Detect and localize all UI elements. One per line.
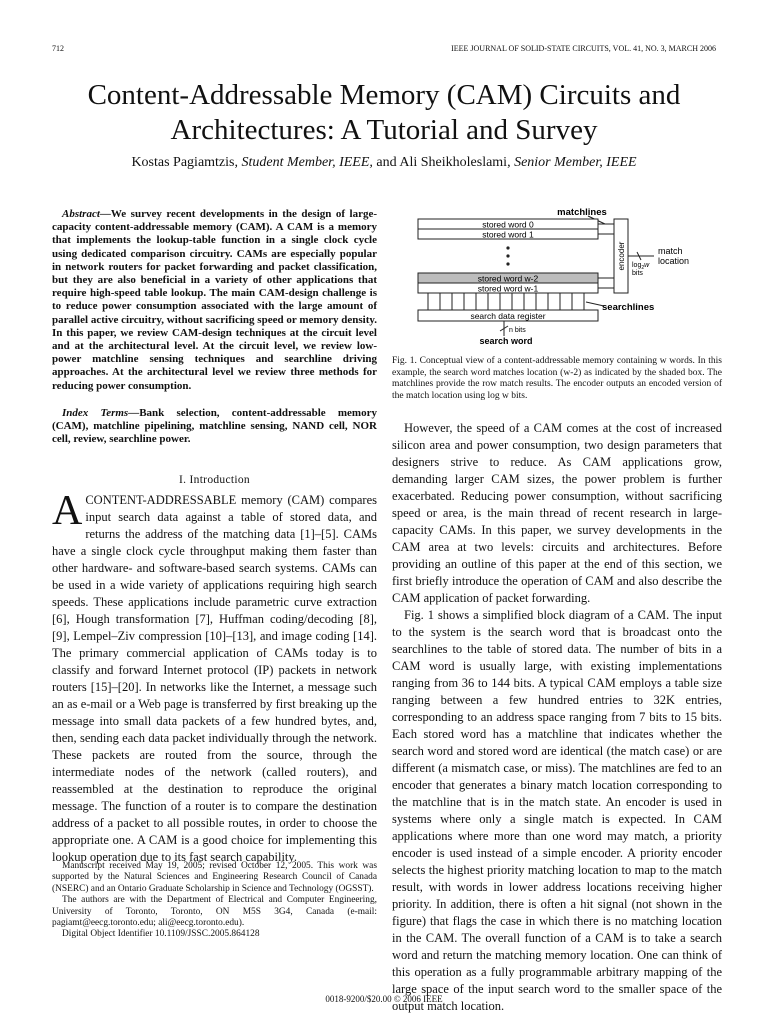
author-2: Ali Sheikholeslami,: [399, 155, 511, 170]
log-w-bits-label: $\log_2w$: [632, 262, 650, 271]
drop-cap: A: [52, 488, 83, 534]
register-label: search data register: [470, 311, 546, 321]
index-terms-text: Bank selection, content-addressable memory (CAM), matchline pipelining, matchline sensing, NAND cell, NOR cell, review, searchline power.: [52, 407, 377, 446]
body-paragraph-1: However, the speed of a CAM comes at the cost of increased silicon area and power consumption, two design parameters that designers strive to reduce. As CAM applications grow, demanding larger CAM sizes, the power problem is further exacerbated. Reducing power consumption, without sacrificing speed or area, is the main thread of recent research in large-capacity CAMs. In this paper, we survey developments in the CAM area at two levels: circuits and architectures. Before providing an outline of this paper at the end of this section, we first briefly introduce the operation of CAM and also describe the CAM application of packet forwarding.: [392, 421, 722, 605]
row-w2-label: stored word w-2: [477, 273, 539, 284]
author-line: [30, 155, 738, 171]
searchline-wires: [428, 293, 604, 310]
author-conjunction: and: [376, 155, 397, 170]
row-0-label: stored word 0: [482, 219, 534, 230]
page-number: 712: [52, 44, 64, 53]
footnote: [52, 861, 377, 941]
figure-caption: Fig. 1. Conceptual view of a content-addressable memory containing w words. In this example, the search word matches location (w-2) as indicated by the shaded box. The matchlines provide the row match results. The encoder outputs an encoded version of the match location using log w bits.: [392, 356, 722, 401]
bits-label: bits: [632, 270, 643, 277]
intro-text: CONTENT-ADDRESSABLE memory (CAM) compares input search data against a table of stored data, and returns the address of the matching data [1]–[5]. CAMs have a single clock cycle throughput making them faster than other hardware- and software-based search systems. CAMs can be used in a wide variety of applications requiring high search speeds. These applications include parametric curve extraction [6], Hough transformation [7], Huffman coding/decoding [8], [9], Lempel–Ziv compression [10]–[13], and image coding [14]. The primary commercial application of CAMs today is to classify and forward Internet protocol (IP) packets in network routers [15]–[20]. In networks like the Internet, a message such an as e-mail or a Web page is transferred by first breaking up the message into small data packets of a few hundred bytes, and, then, sending each data packet individually through the network. These packets are routed from the source, through the intermediate nodes of the network (called routers), and reassembled at the destination to reproduce the original message. The function of a router is to compare the destination address of a packet to all possible routes, in order to choose the appropriate one. A CAM is a good choice for implementing this lookup operation due to its fast search capability.: [52, 493, 377, 864]
abstract-text: We survey recent developments in the design of large-capacity content-addressable memory (CAM). A CAM is a memory that implements the lookup-table function in a single clock cycle using dedicated comparison circuitry. CAMs are especially popular in network routers for packet forwarding and packet classification, but they are also beneficial in a variety of other applications that require high-speed table lookup. The main CAM-design challenge is to reduce power consumption associated with the large amount of parallel active circuitry, without sacrificing speed or memory density. In this paper, we review CAM-design techniques at the circuit level and at the architectural level. At the circuit level, we review low-power matchline sensing techniques and searchline driving approaches. At the architectural level we review three methods for reducing power consumption.: [52, 208, 377, 392]
abstract-label: Abstract—: [62, 208, 111, 220]
index-terms: [52, 407, 377, 447]
body-paragraph-2: Fig. 1 shows a simplified block diagram of a CAM. The input to the system is the search word that is broadcast onto the searchlines to the table of stored data. The number of bits in a CAM word is usually large, with existing implementations ranging from 36 to 144 bits. A typical CAM employs a table size ranging between a few hundred entries to 32K entries, corresponding to an address space ranging from 7 bits to 15 bits. Each stored word has a matchline that indicates whether the search word and stored word are identical (the match case) or are different (a mismatch case, or miss). The matchlines are fed to an encoder that generates a binary match location corresponding to the matchline that is in the match state. An encoder is used in systems where only a single match is expected. In CAM applications where more than one word may match, a priority encoder is used instead of a simple encoder. A priority encoder selects the highest priority matching location to map to the match result, with words in lower address locations receiving higher priority. In addition, there is often a hit signal (not shown in the figure) that flags the case in which there is no matching location in the CAM. The overall function of a CAM is to take a search word and return the matching memory location. One can think of this operation as a fully programmable arbitrary mapping of the large space of the input search word to the smaller space of the output match location.: [392, 608, 722, 1013]
location-label: location: [658, 256, 690, 266]
copyright-footer: 0018-9200/$20.00 © 2006 IEEE: [325, 994, 443, 1004]
abstract: [52, 208, 377, 393]
row-1-label: stored word 1: [482, 229, 534, 240]
search-word-label: search word: [479, 336, 533, 346]
author-1: Kostas Pagiamtzis,: [131, 155, 238, 170]
section-heading: I. Introduction: [179, 474, 250, 486]
ellipsis-dot: [506, 262, 509, 265]
searchlines-label: searchlines: [602, 302, 655, 313]
author-1-role: Student Member, IEEE,: [241, 155, 373, 170]
cam-block-diagram: [392, 202, 732, 350]
index-terms-label: Index Terms—: [62, 407, 140, 419]
n-bits-label: n bits: [509, 327, 526, 334]
footnote-affiliation: The authors are with the Department of Electrical and Computer Engineering, University of Toronto, Toronto, ON M5S 3G4, Canada (e-mail: pagiamt@eecg.toronto.edu; ali@eecg.toronto.edu).: [52, 895, 377, 929]
author-2-role: Senior Member, IEEE: [514, 155, 637, 170]
row-w1-label: stored word w-1: [477, 283, 539, 294]
right-column-body: [392, 420, 722, 1015]
match-label: match: [658, 246, 683, 256]
ellipsis-dot: [506, 254, 509, 257]
footnote-received: Manuscript received May 19, 2005; revised October 12, 2005. This work was supported by the Natural Sciences and Engineering Research Council of Canada (NSERC) and an Ontario Graduate Scholarship in Science and Technology (OGSST).: [52, 861, 377, 894]
paper-title: Content-Addressable Memory (CAM) Circuits and Architectures: A Tutorial and Survey: [87, 79, 681, 146]
matchlines-label: matchlines: [557, 207, 607, 218]
encoder-label: encoder: [617, 241, 626, 271]
footnote-doi: Digital Object Identifier 10.1109/JSSC.2005.864128: [62, 929, 260, 940]
intro-paragraph: [52, 488, 377, 866]
ellipsis-dot: [506, 246, 509, 249]
running-header: IEEE JOURNAL OF SOLID-STATE CIRCUITS, VOL. 41, NO. 3, MARCH 2006: [451, 44, 716, 53]
